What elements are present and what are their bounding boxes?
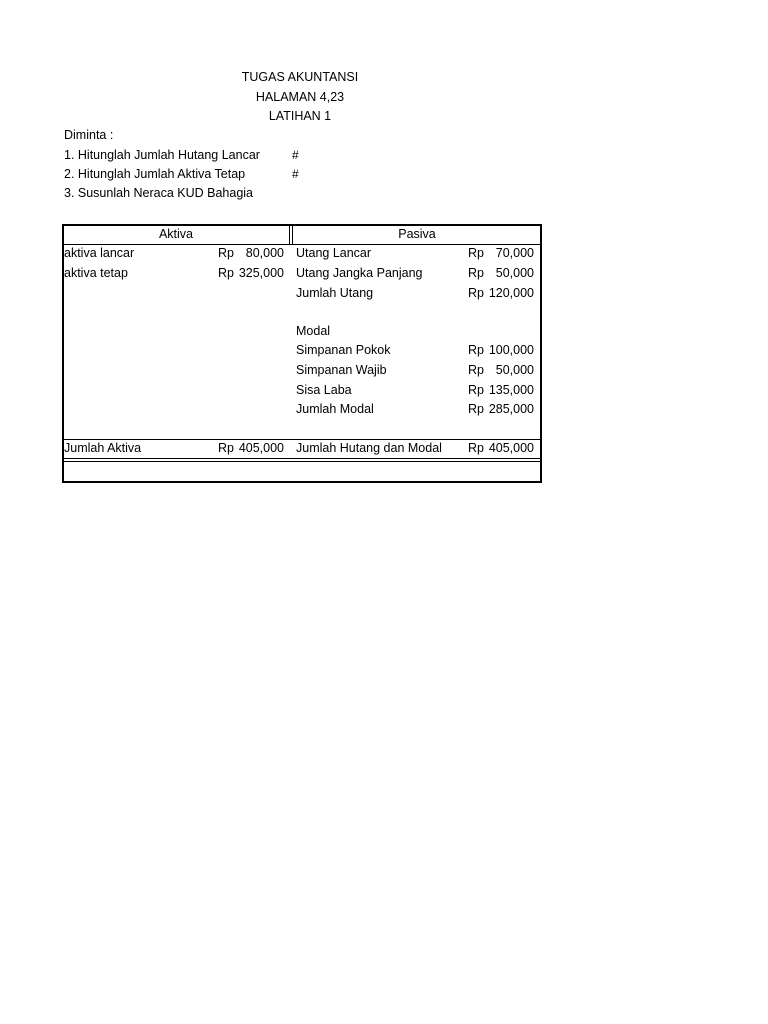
title-line-3: LATIHAN 1 bbox=[268, 109, 332, 123]
aktiva-row-2-label: aktiva tetap bbox=[64, 266, 128, 280]
header-separator-a bbox=[289, 224, 290, 245]
pasiva-row-1-currency: Rp bbox=[468, 246, 484, 260]
pasiva-row-6-currency: Rp bbox=[468, 343, 484, 357]
pasiva-row-3-amount: 120,000 bbox=[488, 286, 534, 300]
title-line-1: TUGAS AKUNTANSI bbox=[241, 70, 359, 84]
pasiva-row-6-amount: 100,000 bbox=[488, 343, 534, 357]
table-right-border bbox=[540, 224, 542, 483]
task-item-1: 1. Hitunglah Jumlah Hutang Lancar bbox=[64, 148, 260, 162]
pasiva-row-3-label: Jumlah Utang bbox=[296, 286, 374, 300]
task-item-3: 3. Susunlah Neraca KUD Bahagia bbox=[64, 186, 254, 200]
tasks-intro: Diminta : bbox=[64, 128, 114, 142]
header-aktiva: Aktiva bbox=[158, 227, 194, 241]
pasiva-row-8-currency: Rp bbox=[468, 383, 484, 397]
pasiva-row-2-currency: Rp bbox=[468, 266, 484, 280]
pasiva-row-8-amount: 135,000 bbox=[488, 383, 534, 397]
aktiva-row-1-currency: Rp bbox=[218, 246, 234, 260]
task-item-2: 2. Hitunglah Jumlah Aktiva Tetap bbox=[64, 167, 246, 181]
title-line-2: HALAMAN 4,23 bbox=[255, 90, 345, 104]
aktiva-row-1-amount: 80,000 bbox=[245, 246, 284, 260]
total-pasiva-amount: 405,000 bbox=[488, 441, 534, 455]
pasiva-row-7-currency: Rp bbox=[468, 363, 484, 377]
pasiva-row-1-label: Utang Lancar bbox=[296, 246, 372, 260]
header-separator-b bbox=[292, 224, 293, 245]
task-item-2-overflow: # bbox=[292, 167, 299, 181]
total-pasiva-label: Jumlah Hutang dan Modal bbox=[296, 441, 442, 455]
total-double-line-b bbox=[62, 461, 542, 462]
pasiva-row-5-label: Modal bbox=[296, 324, 331, 338]
total-aktiva-label: Jumlah Aktiva bbox=[64, 441, 142, 455]
total-aktiva-currency: Rp bbox=[218, 441, 234, 455]
pasiva-row-8-label: Sisa Laba bbox=[296, 383, 352, 397]
pasiva-row-6-label: Simpanan Pokok bbox=[296, 343, 391, 357]
table-bottom-border bbox=[62, 481, 542, 483]
header-pasiva: Pasiva bbox=[398, 227, 436, 241]
pasiva-row-3-currency: Rp bbox=[468, 286, 484, 300]
pasiva-row-9-amount: 285,000 bbox=[488, 402, 534, 416]
aktiva-row-2-amount: 325,000 bbox=[238, 266, 284, 280]
pasiva-row-7-amount: 50,000 bbox=[495, 363, 534, 377]
total-double-line-a bbox=[62, 458, 542, 459]
aktiva-row-1-label: aktiva lancar bbox=[64, 246, 135, 260]
pasiva-row-2-amount: 50,000 bbox=[495, 266, 534, 280]
pasiva-row-9-label: Jumlah Modal bbox=[296, 402, 374, 416]
pasiva-row-9-currency: Rp bbox=[468, 402, 484, 416]
pasiva-row-2-label: Utang Jangka Panjang bbox=[296, 266, 423, 280]
task-item-1-overflow: # bbox=[292, 148, 299, 162]
pasiva-row-7-label: Simpanan Wajib bbox=[296, 363, 387, 377]
aktiva-row-2-currency: Rp bbox=[218, 266, 234, 280]
total-aktiva-amount: 405,000 bbox=[238, 441, 284, 455]
pasiva-row-1-amount: 70,000 bbox=[495, 246, 534, 260]
total-pasiva-currency: Rp bbox=[468, 441, 484, 455]
